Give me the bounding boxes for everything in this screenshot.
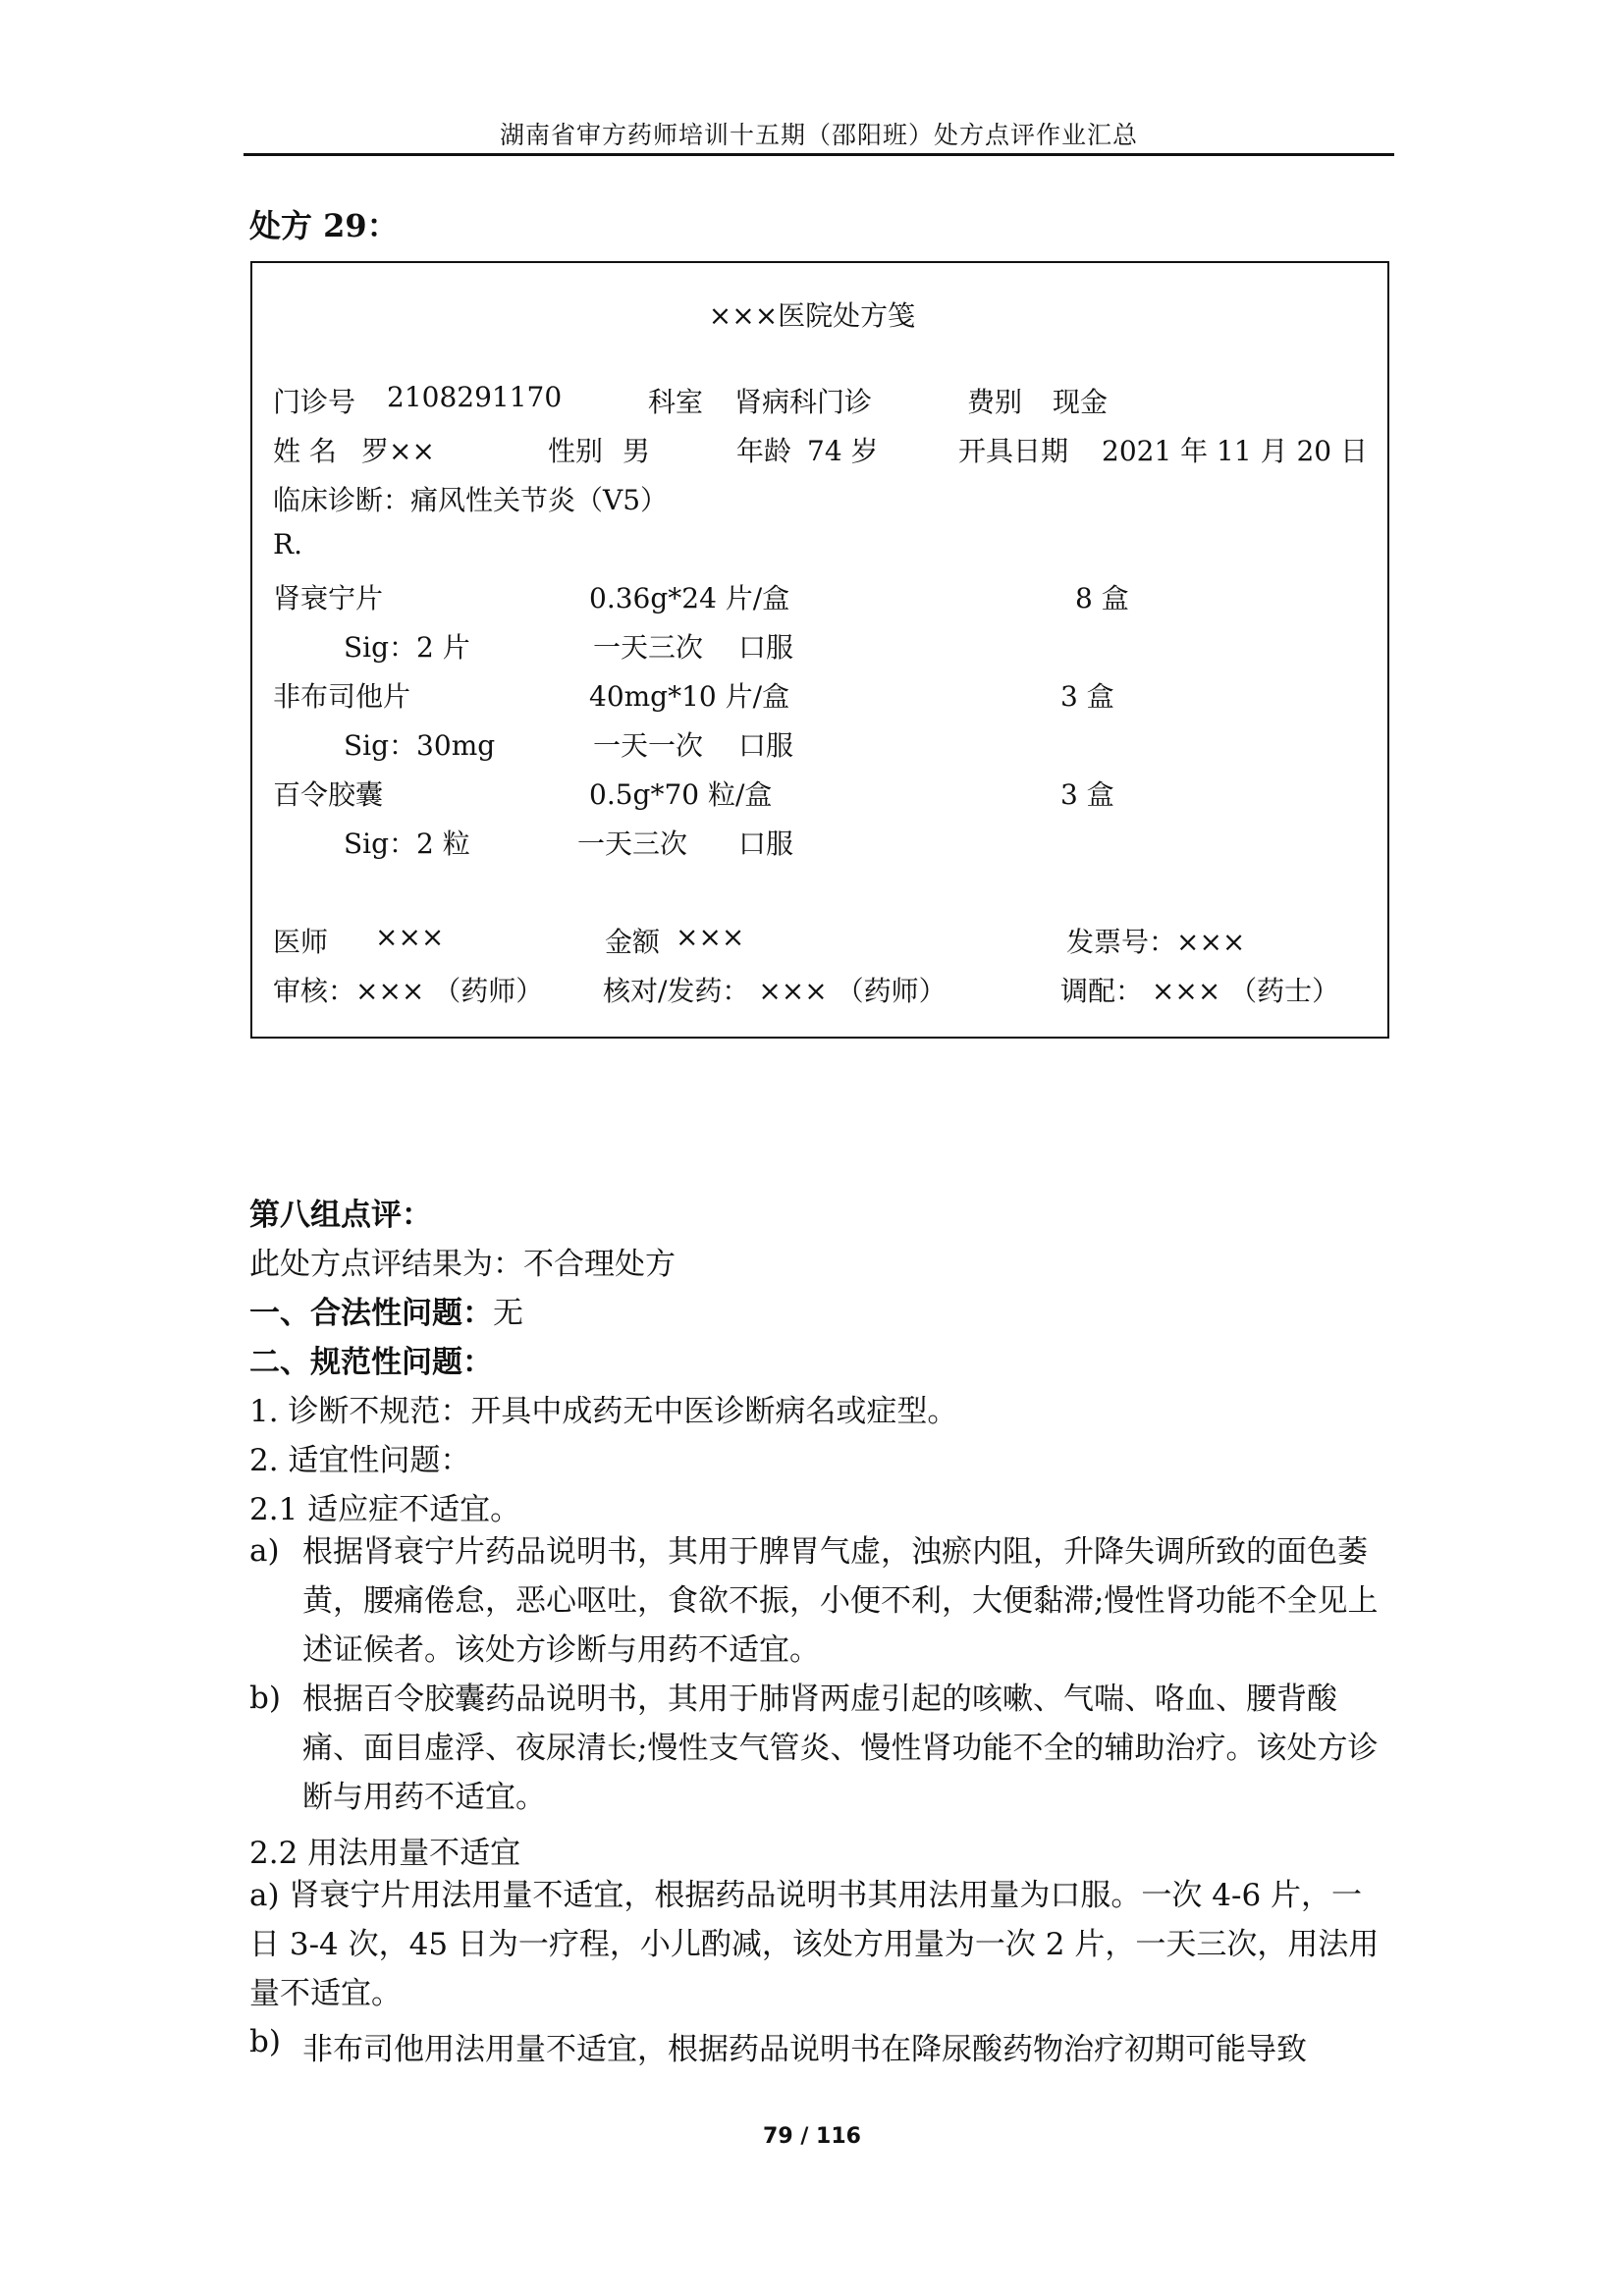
checker-signature: 核对/发药： ××× （药师） [603, 975, 947, 1007]
list-marker-b: b) [249, 1681, 281, 1716]
fee-value: 现金 [1053, 386, 1109, 418]
dept-label: 科室 [648, 386, 704, 418]
list-marker-a: a) [249, 1533, 280, 1569]
drug-route: 口服 [738, 828, 794, 860]
sex-value: 男 [623, 435, 651, 467]
drug-qty: 3 盒 [1060, 778, 1114, 811]
review-group-title: 第八组点评： [249, 1198, 432, 1233]
indication-paragraph-b: 根据百令胶囊药品说明书，其用于肺肾两虚引起的咳嗽、气喘、咯血、腰背酸痛、面目虚浮、夜尿清长;慢性支气管炎、慢性肾功能不全的辅助治疗。该处方诊断与用药不适宜。 [302, 1682, 1379, 1815]
indication-paragraph-a: 根据肾衰宁片药品说明书，其用于脾胃气虚，浊瘀内阻，升降失调所致的面色萎黄，腰痛倦怠，恶心呕吐，食欲不振，小便不利，大便黏滞;慢性肾功能不全见上述证候者。该处方诊断与用药不适宜。 [302, 1534, 1379, 1668]
reviewer-signature: 审核：××× （药师） [273, 975, 544, 1007]
legality-value: 无 [493, 1296, 523, 1331]
normative-heading: 二、规范性问题： [249, 1345, 493, 1380]
age-value: 74 岁 [807, 435, 879, 467]
drug-qty: 8 盒 [1075, 582, 1129, 614]
subsection-indication: 2.1 适应症不适宜。 [249, 1492, 521, 1527]
fee-label: 费别 [967, 386, 1023, 418]
drug-spec: 0.36g*24 片/盒 [589, 582, 790, 614]
list-marker-b2: b) [249, 2024, 281, 2059]
age-label: 年龄 [736, 435, 792, 467]
legality-line [249, 1288, 523, 1332]
doctor-label: 医师 [273, 926, 329, 958]
dispenser-signature: 调配： ××× （药士） [1060, 975, 1340, 1007]
drug-frequency: 一天一次 [593, 729, 704, 762]
drug-spec: 0.5g*70 粒/盒 [589, 778, 773, 811]
subsection-dosage: 2.2 用法用量不适宜 [249, 1836, 521, 1871]
dosage-paragraph-a: a) 肾衰宁片用法用量不适宜，根据药品说明书其用法用量为口服。一次 4-6 片，一日 3-4 次，45 日为一疗程，小儿酌减，该处方用量为一次 2 片，一天三次，用法用量不适宜。 [249, 1878, 1380, 2011]
header-divider [244, 153, 1394, 156]
amount-value: ××× [676, 921, 745, 953]
drug-frequency: 一天三次 [577, 828, 688, 860]
running-header: 湖南省审方药师培训十五期（邵阳班）处方点评作业汇总 [499, 121, 1138, 149]
drug-name: 肾衰宁片 [273, 582, 384, 614]
drug-sig: Sig：2 片 [344, 631, 470, 664]
item-suitability: 2. 适宜性问题： [249, 1443, 471, 1478]
amount-label: 金额 [605, 926, 661, 958]
clinic-no-value: 2108291170 [387, 381, 563, 413]
review-result: 此处方点评结果为：不合理处方 [249, 1247, 676, 1282]
item-diagnosis-irregular: 1. 诊断不规范：开具中成药无中医诊断病名或症型。 [249, 1394, 958, 1429]
clinic-no-label: 门诊号 [273, 386, 356, 418]
dosage-paragraph-b: 非布司他用法用量不适宜，根据药品说明书在降尿酸药物治疗初期可能导致 [302, 2032, 1307, 2067]
rp-symbol: R. [273, 528, 302, 561]
drug-name: 非布司他片 [273, 680, 411, 713]
dept-value: 肾病科门诊 [734, 386, 873, 418]
hospital-title: ×××医院处方笺 [708, 299, 916, 332]
drug-qty: 3 盒 [1060, 680, 1114, 713]
drug-route: 口服 [738, 631, 794, 664]
invoice-number: 发票号：××× [1066, 926, 1246, 958]
date-value: 2021 年 11 月 20 日 [1102, 435, 1369, 467]
drug-sig: Sig：30mg [344, 729, 496, 762]
patient-name-value: 罗×× [361, 435, 435, 467]
legality-label: 一、合法性问题： [249, 1296, 493, 1331]
sex-label: 性别 [548, 435, 604, 467]
page-number: 79 / 116 [763, 2124, 861, 2149]
patient-name-label: 姓 名 [273, 435, 337, 467]
drug-spec: 40mg*10 片/盒 [589, 680, 790, 713]
drug-route: 口服 [738, 729, 794, 762]
drug-sig: Sig：2 粒 [344, 828, 470, 860]
prescription-heading: 处方 29： [249, 207, 399, 244]
doctor-value: ××× [375, 921, 445, 953]
drug-frequency: 一天三次 [593, 631, 704, 664]
date-label: 开具日期 [958, 435, 1069, 467]
clinical-diagnosis: 临床诊断：痛风性关节炎（V5） [273, 484, 669, 516]
drug-name: 百令胶囊 [273, 778, 384, 811]
